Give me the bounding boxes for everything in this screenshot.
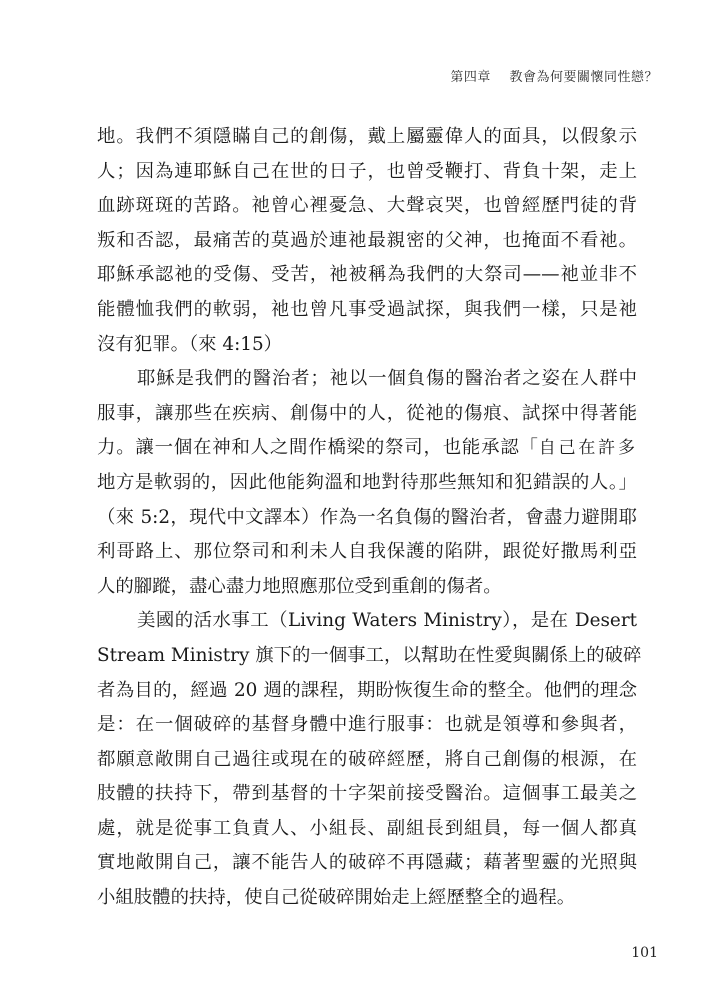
- text-line: 肢體的扶持下，帶到基督的十字架前接受醫治。這個事工最美之: [97, 783, 637, 805]
- text-line: 人；因為連耶穌自己在世的日子，也曾受鞭打、背負十架，走上: [97, 160, 637, 182]
- text-line-with-quote: [97, 431, 637, 466]
- text-line: 美國的活水事工（Living Waters Ministry），是在 Desert: [137, 610, 637, 632]
- text-line: 服事，讓那些在疾病、創傷中的人，從祂的傷痕、試探中得著能: [97, 402, 637, 424]
- text-line: 者為目的，經過 20 週的課程，期盼恢復生命的整全。他們的理念: [97, 679, 637, 701]
- text-line: 人的腳蹤，盡心盡力地照應那位受到重創的傷者。: [97, 575, 502, 597]
- text-line: 利哥路上、那位祭司和利未人自我保護的陷阱，跟從好撒馬利亞: [97, 541, 637, 563]
- text-line: 是：在一個破碎的基督身體中進行服事：也就是領導和參與者，: [97, 714, 637, 736]
- text-line: 叛和否認，最痛苦的莫過於連祂最親密的父神，也掩面不看祂。: [97, 229, 637, 251]
- text-line: 都願意敞開自己過往或現在的破碎經歷，將自己創傷的根源，在: [97, 748, 637, 770]
- text-line: 沒有犯罪。（來 4:15）: [97, 333, 283, 355]
- text-line: 處，就是從事工負責人、小組長、副組長到組員，每一個人都真: [97, 817, 637, 839]
- text-line: 小組肢體的扶持，使自己從破碎開始走上經歷整全的過程。: [97, 887, 576, 909]
- text-line: Stream Ministry 旗下的一個事工，以幫助在性愛與關係上的破碎: [97, 644, 642, 666]
- text-segment: 力。讓一個在神和人之間作橋梁的祭司，也能承認「: [97, 437, 539, 459]
- paragraph: [97, 362, 637, 604]
- paragraph: [97, 120, 637, 362]
- text-line: 地方是軟弱的，因此他能夠溫和地對待那些無知和犯錯誤的人。」: [97, 471, 637, 493]
- quote-segment: 自己在許多: [538, 438, 637, 459]
- running-header: [450, 66, 658, 85]
- text-line: （來 5:2，現代中文譯本）作為一名負傷的醫治者，會盡力避開耶: [97, 506, 637, 528]
- text-line: 實地敞開自己，讓不能告人的破碎不再隱藏；藉著聖靈的光照與: [97, 852, 637, 874]
- chapter-label: 第四章: [450, 70, 491, 85]
- text-line: 血跡斑斑的苦路。祂曾心裡憂急、大聲哀哭，也曾經歷門徒的背: [97, 195, 637, 217]
- page-number: 101: [631, 945, 658, 961]
- text-line: 能體恤我們的軟弱，祂也曾凡事受過試探，與我們一樣，只是祂: [97, 298, 637, 320]
- body-text: [97, 120, 642, 916]
- text-line: 耶穌是我們的醫治者；祂以一個負傷的醫治者之姿在人群中: [137, 368, 637, 390]
- paragraph: [97, 604, 642, 915]
- text-line: 耶穌承認祂的受傷、受苦，祂被稱為我們的大祭司——祂並非不: [97, 264, 637, 286]
- text-line: 地。我們不須隱瞞自己的創傷，戴上屬靈偉人的面具，以假象示: [97, 126, 637, 147]
- chapter-title: 教會為何要關懷同性戀？: [509, 70, 658, 85]
